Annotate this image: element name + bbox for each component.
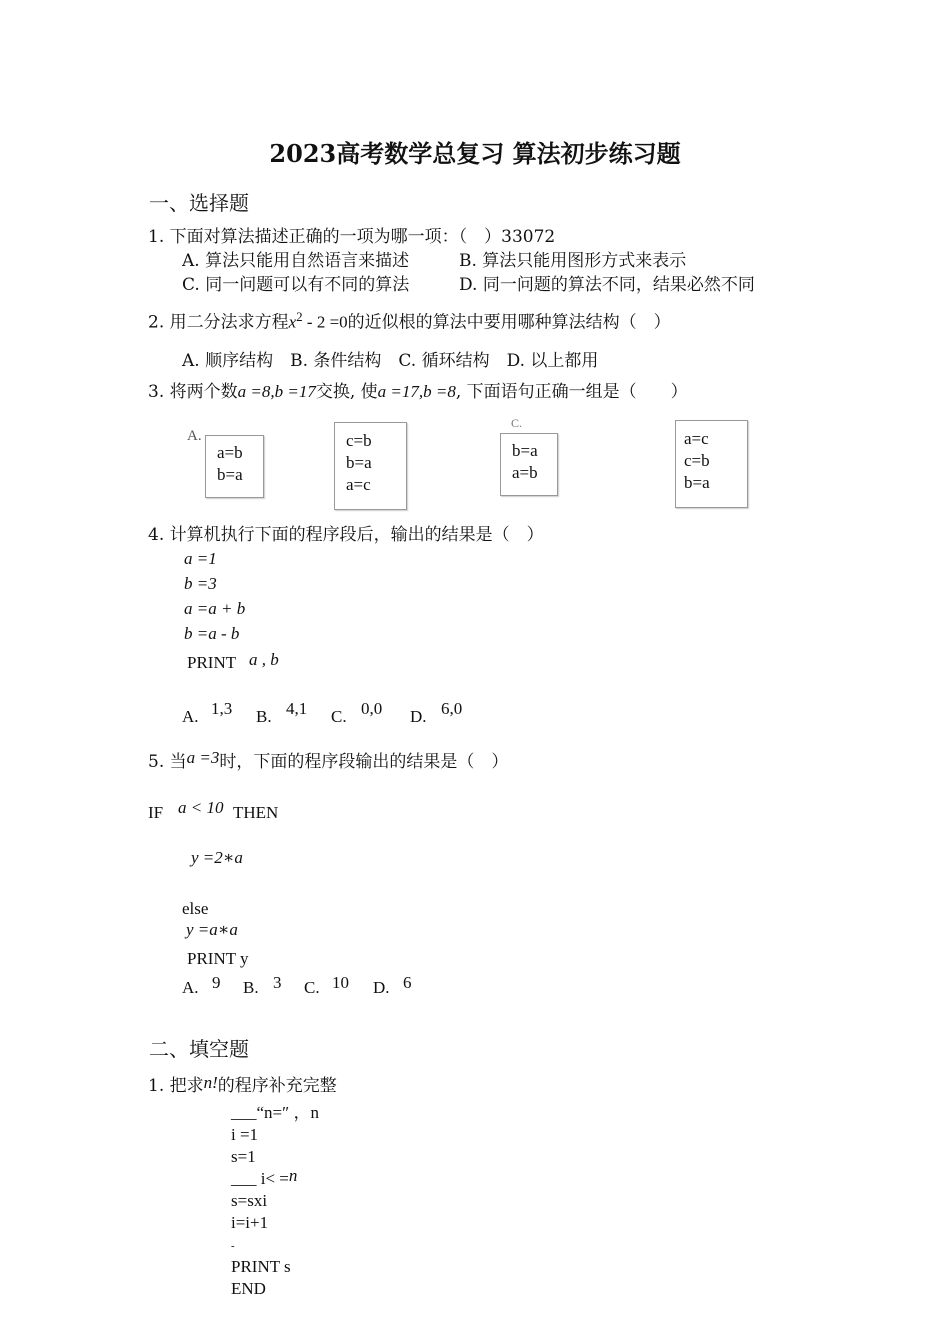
q5-condition: a =3: [186, 748, 220, 767]
q3-box-b-line-2: b=a: [346, 453, 372, 472]
q5-option-a-label: A.: [182, 978, 199, 997]
q4-code-line-1: a =1: [184, 549, 217, 568]
q1-option-b: B. 算法只能用图形方式来表示: [459, 251, 687, 271]
q4-option-d-label: D.: [410, 707, 427, 726]
f1-code-line-9: END: [231, 1279, 266, 1298]
q3-box-c-line-2: a=b: [512, 463, 538, 482]
q3-box-d-line-2: c=b: [684, 451, 710, 470]
q5-option-d-value: 6: [403, 973, 412, 992]
q3-box-b-line-3: a=c: [346, 475, 371, 494]
f1-n-factorial: n!: [203, 1073, 218, 1092]
q2-equation-exponent: 2: [296, 309, 303, 324]
q1-option-c: C. 同一问题可以有不同的算法: [182, 275, 410, 295]
q1-option-d: D. 同一问题的算法不同，结果必然不同: [459, 275, 755, 295]
f1-prefix: 1. 把求: [148, 1076, 204, 1096]
q1-stem: 1. 下面对算法描述正确的一项为哪一项：（ ）33072: [148, 227, 556, 247]
q4-print-args: a , b: [249, 650, 279, 669]
q4-option-c-label: C.: [331, 707, 347, 726]
q3-box-a: [205, 435, 264, 498]
q5-if-keyword: IF: [148, 803, 164, 822]
q5-then-keyword: THEN: [233, 803, 279, 822]
q3-mid: 交换, 使: [315, 382, 378, 402]
q3-box-c-line-1: b=a: [512, 441, 538, 460]
q3-label-a: A.: [187, 428, 202, 444]
f1-code-line-4-text: ___ i< =: [231, 1169, 289, 1188]
f1-code-line-1: ___“n=″ ，n: [231, 1103, 319, 1122]
q3-box-a-line-1: a=b: [217, 443, 243, 462]
q4-option-d-value: 6,0: [441, 699, 463, 718]
q3-box-b-line-1: c=b: [346, 431, 372, 450]
q2-options: A. 顺序结构 B. 条件结构 C. 循环结构 D. 以上都用: [182, 351, 599, 371]
q3-suffix: , 下面语句正确一组是（ ）: [455, 382, 688, 402]
f1-code-line-6: i=i+1: [231, 1213, 269, 1232]
q2-equation-rest: - 2 =0: [302, 312, 348, 332]
q2-stem: [148, 307, 671, 333]
q4-code-line-2: b =3: [184, 574, 217, 593]
q3-box-c: [500, 433, 558, 496]
q5-code-y2: y =a∗a: [186, 920, 238, 939]
q3-label-c: C.: [511, 417, 523, 427]
f1-code-line-2: i =1: [231, 1125, 259, 1144]
f1-code-line-7: -: [231, 1240, 235, 1252]
q5-option-c-label: C.: [304, 978, 320, 997]
q3-stem: [148, 382, 688, 402]
f1-code-line-8: PRINT s: [231, 1257, 291, 1276]
f1-code-line-4: [231, 1166, 298, 1189]
q2-suffix: 的近似根的算法中要用哪种算法结构（ ）: [347, 312, 671, 333]
section-heading-choice: 一、选择题: [149, 191, 249, 215]
section-heading-fill: 二、填空题: [149, 1037, 249, 1061]
q5-stem: [148, 748, 509, 772]
q5-print-line: PRINT y: [187, 949, 249, 968]
q3-math-1: a =8,b =17: [237, 382, 316, 401]
q4-code-line-3: a =a + b: [184, 599, 246, 618]
q5-suffix: 时，下面的程序段输出的结果是（ ）: [219, 752, 509, 772]
q2-equation-x: x: [288, 312, 297, 332]
f1-suffix: 的程序补充完整: [217, 1076, 337, 1096]
q3-box-d-line-3: b=a: [684, 473, 710, 492]
q5-option-c-value: 10: [332, 973, 349, 992]
q5-option-b-value: 3: [273, 973, 282, 992]
q4-option-a-label: A.: [182, 707, 199, 726]
q4-option-b-value: 4,1: [286, 699, 308, 718]
q1-option-a: A. 算法只能用自然语言来描述: [182, 251, 410, 271]
q3-box-a-line-2: b=a: [217, 465, 243, 484]
q4-option-b-label: B.: [256, 707, 272, 726]
q5-option-b-label: B.: [243, 978, 259, 997]
q5-option-d-label: D.: [373, 978, 390, 997]
f1-code-line-4-n: n: [288, 1166, 298, 1185]
q5-if-condition: a < 10: [178, 798, 224, 817]
f1-code-line-3: s=1: [231, 1147, 256, 1166]
q3-box-d: [675, 420, 748, 508]
q3-math-2: a =17,b =8: [377, 382, 456, 401]
f1-code-line-5: s=sxi: [231, 1191, 268, 1210]
q3-box-d-line-1: a=c: [684, 429, 709, 448]
q5-option-a-value: 9: [212, 973, 221, 992]
q4-option-c-value: 0,0: [361, 699, 383, 718]
q5-code-y1: y =2∗a: [191, 848, 243, 867]
q5-else-keyword: else: [182, 899, 209, 918]
q4-print-keyword: PRINT: [187, 653, 237, 672]
f1-stem: [148, 1073, 337, 1096]
q3-prefix: 3. 将两个数: [148, 382, 238, 402]
q3-box-b: [334, 422, 407, 510]
page-title: 2023高考数学总复习 算法初步练习题: [269, 139, 681, 168]
q4-option-a-value: 1,3: [211, 699, 233, 718]
q5-prefix: 5. 当: [148, 752, 187, 772]
q4-stem: 4. 计算机执行下面的程序段后，输出的结果是（ ）: [148, 525, 544, 545]
q4-code-line-4: b =a - b: [184, 624, 240, 643]
q2-prefix: 2. 用二分法求方程: [148, 312, 289, 333]
